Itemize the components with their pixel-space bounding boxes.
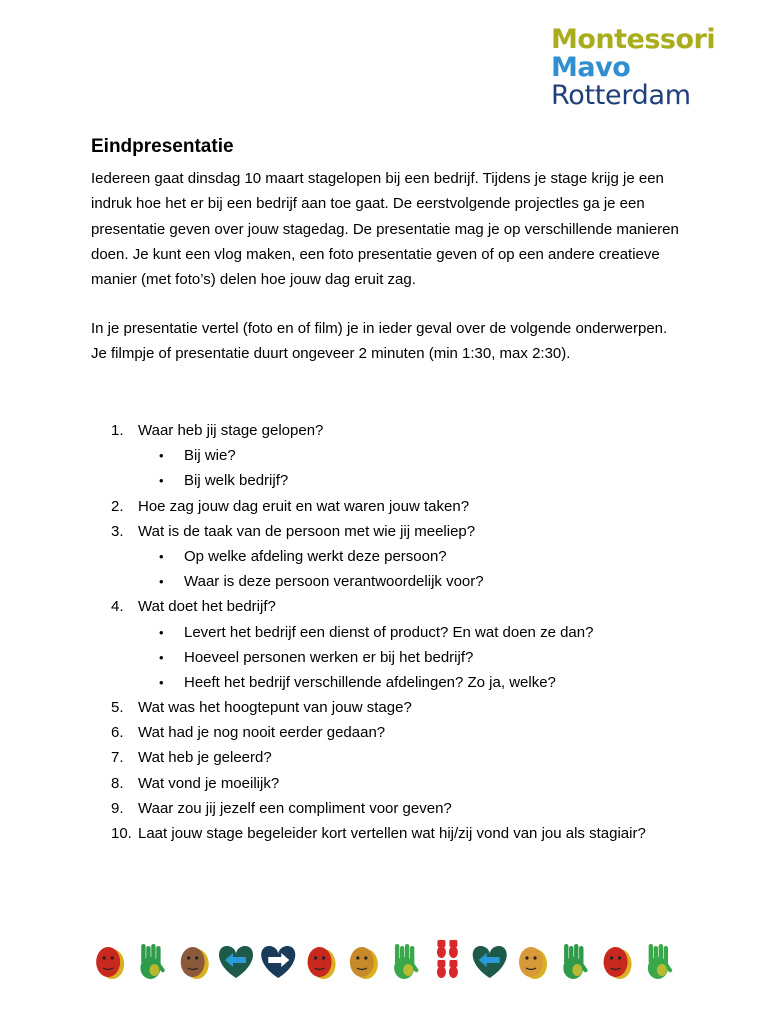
- list-item: [91, 745, 731, 770]
- bullet-icon: •: [159, 548, 164, 564]
- question-text: Wat was het hoogtepunt van jouw stage?: [138, 699, 412, 717]
- sub-question-text: Hoeveel personen werken er bij het bedrijf?: [184, 648, 474, 666]
- list-number: 2.: [111, 497, 124, 515]
- brown-face-icon: [181, 947, 209, 979]
- sub-question-text: Heeft het bedrijf verschillende afdelingen? Zo ja, welke?: [184, 673, 556, 691]
- orange-face-icon: [350, 947, 378, 979]
- list-number: 1.: [111, 422, 124, 439]
- sub-question-text: Bij wie?: [184, 447, 236, 465]
- list-number: 3.: [111, 522, 124, 540]
- list-number: 6.: [111, 724, 124, 742]
- red-hands-icon: [437, 940, 458, 978]
- sub-list-item: [91, 544, 731, 569]
- topics-paragraph: In je presentatie vertel (foto en of film) je in ieder geval over de volgende onderwerpen. Je filmpje of presentatie duurt ongeveer 2 minuten (min 1:30, max 2:30).: [91, 320, 668, 363]
- bullet-icon: •: [159, 674, 164, 690]
- question-text: Waar heb jij stage gelopen?: [138, 422, 324, 439]
- green-hand-icon: [394, 944, 419, 979]
- document-title: Eindpresentatie: [91, 136, 234, 157]
- question-text: Wat vond je moeilijk?: [138, 774, 280, 792]
- question-list: [91, 418, 731, 846]
- intro-paragraph: Iedereen gaat dinsdag 10 maart stagelopen bij een bedrijf. Tijdens je stage krijg je een indruk hoe het er bij een bedrijf aan toe gaat. De eerstvolgende projectles ga je een presentatie geven over jouw stagedag. De presentatie mag je op verschillende manieren doen. Je kunt een vlog maken, een foto presentatie geven of op een andere creatieve manier (met foto’s) delen hoe jouw dag eruit zag.: [91, 170, 679, 289]
- sub-question-text: Waar is deze persoon verantwoordelijk voor?: [184, 573, 484, 591]
- red-face-icon: [308, 947, 336, 979]
- sub-list-item: [91, 620, 731, 645]
- orange-face-icon: [519, 947, 547, 979]
- heart-right-arrow-icon: [261, 946, 295, 978]
- sub-question-text: Op welke afdeling werkt deze persoon?: [184, 547, 447, 565]
- bullet-icon: •: [159, 649, 164, 665]
- list-number: 7.: [111, 749, 124, 767]
- sub-list-item: [91, 645, 731, 670]
- red-face-icon: [96, 947, 124, 979]
- list-item: [91, 695, 731, 720]
- list-item: [91, 519, 731, 544]
- list-item: [91, 594, 731, 619]
- question-text: Wat doet het bedrijf?: [138, 598, 276, 616]
- sub-question-text: Bij welk bedrijf?: [184, 472, 289, 490]
- question-text: Wat heb je geleerd?: [138, 749, 272, 767]
- list-item: [91, 821, 731, 846]
- sub-question-text: Levert het bedrijf een dienst of product? En wat doen ze dan?: [184, 623, 594, 641]
- list-number: 10.: [111, 825, 132, 842]
- sub-list-item: [91, 569, 731, 594]
- bullet-icon: •: [159, 574, 164, 590]
- green-hand-icon: [140, 944, 165, 979]
- sub-list-item: [91, 670, 731, 695]
- heart-left-arrow-icon: [473, 946, 507, 978]
- question-text: Wat had je nog nooit eerder gedaan?: [138, 724, 386, 742]
- green-hand-icon: [563, 944, 588, 979]
- logo-line-montessori: Montessori: [551, 24, 716, 55]
- list-item: [91, 418, 731, 443]
- sub-list-item: [91, 468, 731, 493]
- school-logo: [551, 26, 715, 110]
- heart-left-arrow-icon: [219, 946, 253, 978]
- footer-decoration: [88, 940, 680, 984]
- list-number: 4.: [111, 598, 124, 616]
- list-number: 9.: [111, 799, 124, 817]
- red-face-icon: [604, 947, 632, 979]
- bullet-icon: •: [159, 624, 164, 640]
- green-hand-icon: [648, 944, 673, 979]
- list-item: [91, 494, 731, 519]
- list-item: [91, 771, 731, 796]
- list-item: [91, 720, 731, 745]
- bullet-icon: •: [159, 473, 164, 489]
- list-number: 8.: [111, 774, 124, 792]
- logo-line-mavo: Mavo: [551, 52, 631, 83]
- list-item: [91, 796, 731, 821]
- question-text: Wat is de taak van de persoon met wie jij meeliep?: [138, 522, 476, 540]
- question-text: Hoe zag jouw dag eruit en wat waren jouw taken?: [138, 497, 470, 515]
- logo-line-rotterdam: Rotterdam: [551, 80, 691, 111]
- list-number: 5.: [111, 699, 124, 717]
- question-text: Waar zou jij jezelf een compliment voor geven?: [138, 799, 452, 817]
- sub-list-item: [91, 443, 731, 468]
- bullet-icon: •: [159, 448, 164, 464]
- question-text: Laat jouw stage begeleider kort vertellen wat hij/zij vond van jou als stagiair?: [138, 825, 646, 842]
